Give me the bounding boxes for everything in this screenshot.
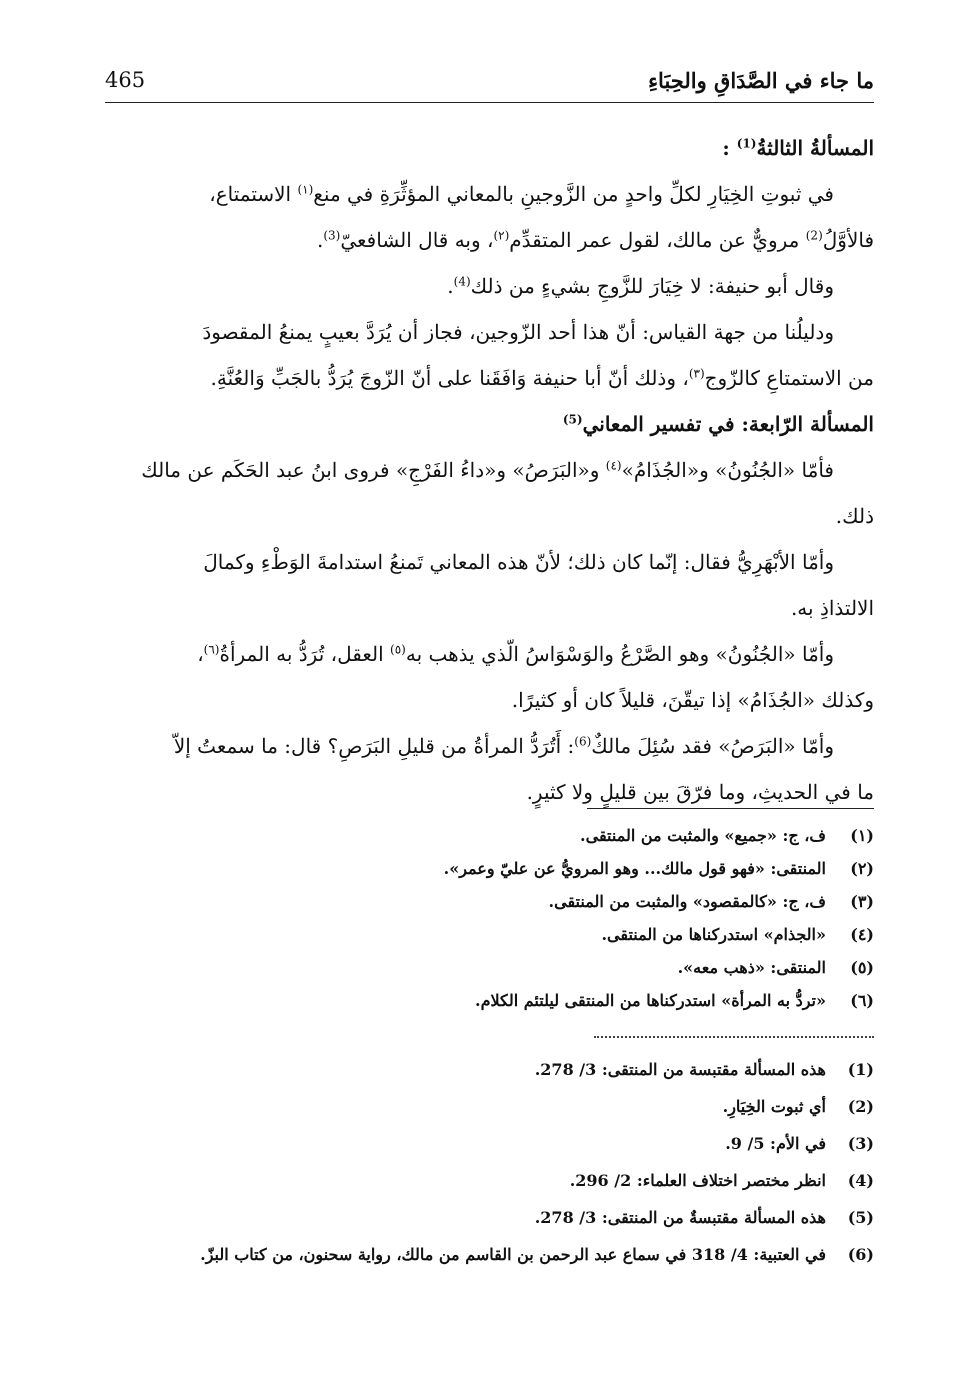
footnote <box>100 1094 874 1131</box>
footnote-number: (٦) <box>850 991 874 1010</box>
footnote <box>300 954 874 987</box>
footnote <box>300 921 874 954</box>
paragraph-line: في ثبوتِ الخِيَارِ لكلِّ واحدٍ من الزَّوجينِ بالمعاني المؤثِّرَةِ في منع$^{(١)}$ الاستمتاع، <box>209 182 834 206</box>
footnote-number: (٥) <box>850 958 874 977</box>
footnote-ref: (6) <box>574 734 592 749</box>
footnote-ref: (١) <box>297 182 314 197</box>
paragraph-line: فالأوَّلُ$^{(2)}$ مرويٌّ عن مالك، لقول عمر المتقدِّم$^{(٢)}$، وبه قال الشافعيّ$^{(3)}$. <box>316 228 874 252</box>
footnote <box>100 1242 874 1279</box>
variant-notes <box>300 822 874 1020</box>
footnote-number: (٣) <box>850 892 874 911</box>
paragraph-line: ما في الحديثِ، وما فرّقَ بين قليلٍ ولا كثيرٍ. <box>526 780 874 804</box>
paragraph-line: وأمّا «البَرَصُ» فقد سُئِلَ مالكٌ$^{(6)}$: أَتُرَدُّ المرأةُ من قليلِ البَرَصِ؟ قال: ما سمعتُ إلاّ <box>173 734 834 758</box>
paragraph-line: من الاستمتاعِ كالزّوج$^{(٣)}$، وذلك أنّ أبا حنيفة وَافَقَنا على أنّ الزّوجَ يُرَدُّ بالجَبِّ وَالعُنَّةِ. <box>210 366 874 390</box>
footnote-text: المنتقى: «فهو قول مالك... وهو المرويُّ عن عليّ وعمر». <box>443 859 826 878</box>
footnote <box>100 1168 874 1205</box>
paragraph-line: ذلك. <box>835 504 874 528</box>
section-heading-third-issue: المسألةُ الثالثةُ$^{(1)}$ : <box>722 136 874 160</box>
paragraph-line: ودليلُنا من جهة القياس: أنّ هذا أحد الزّوجين، فجاز أن يُرَدَّ بعيبٍ يمنعُ المقصودَ <box>202 320 834 344</box>
footnote-text: ف، ج: «كالمقصود» والمثبت من المنتقى. <box>548 892 826 911</box>
paragraph-line: وأمّا «الجُنُونُ» وهو الصَّرْعُ والوَسْوَاسُ الّذي يذهب به$^{(٥)}$ العقل، تُرَدُّ به المرأةُ$^{(٦)}$، <box>197 642 834 666</box>
footnote-number: (١) <box>850 826 874 845</box>
footnote-ref: (4) <box>453 274 471 289</box>
footnote-ref: (1) <box>736 136 757 151</box>
footnote-text: «تردُّ به المرأة» استدركناها من المنتقى ليلتئم الكلام. <box>475 991 826 1010</box>
footnote <box>100 1057 874 1094</box>
footnote-ref: (5) <box>562 412 583 427</box>
footnote-text: «الجذام» استدركناها من المنتقى. <box>601 925 826 944</box>
footnote-text: هذه المسألة مقتبسةٌ من المنتقى: 3/ 278. <box>534 1208 826 1227</box>
footnote-ref: (٤) <box>605 458 622 473</box>
footnote <box>100 1205 874 1242</box>
page-header <box>105 68 874 103</box>
footnote-ref: (2) <box>805 228 823 243</box>
footnote-number: (1) <box>847 1060 874 1079</box>
footnote-number: (2) <box>847 1097 874 1116</box>
footnote-separator <box>587 808 874 809</box>
running-title: ما جاء في الصَّدَاقِ والحِبَاءِ <box>648 68 874 93</box>
editor-notes <box>100 1057 874 1279</box>
paragraph-line: فأمّا «الجُنُونُ» و«الجُذَامُ»$^{(٤)}$ و«البَرَصُ» و«داءُ الفَرْجِ» فروى ابنُ عبد الحَكَم عن مالك <box>141 458 834 482</box>
footnote-text: أي ثبوت الخِيَارِ. <box>722 1097 826 1116</box>
footnote-text: انظر مختصر اختلاف العلماء: 2/ 296. <box>569 1171 826 1190</box>
paragraph-line: الالتذاذِ به. <box>790 596 874 620</box>
section-heading-fourth-issue: المسألة الرّابعة: في تفسير المعاني$^{(5)}$ <box>562 412 874 436</box>
footnote-number: (٢) <box>850 859 874 878</box>
footnote-number: (6) <box>847 1245 874 1264</box>
footnote-ref: (3) <box>323 228 341 243</box>
footnote <box>100 1131 874 1168</box>
footnote <box>300 855 874 888</box>
footnote-ref: (٥) <box>390 642 406 657</box>
footnote-text: ف، ج: «جميع» والمثبت من المنتقى. <box>580 826 826 845</box>
footnote-number: (3) <box>847 1134 874 1153</box>
footnote <box>300 987 874 1020</box>
dotted-separator <box>594 1036 874 1038</box>
paragraph-line: وقال أبو حنيفة: لا خِيَارَ للزَّوجِ بشيءٍ من ذلك$^{(4)}$. <box>447 274 834 298</box>
footnote <box>300 888 874 921</box>
footnote-text: هذه المسألة مقتبسة من المنتقى: 3/ 278. <box>534 1060 826 1079</box>
page-number: 465 <box>105 68 146 92</box>
footnote-number: (4) <box>847 1171 874 1190</box>
footnote-text: في الأم: 5/ 9. <box>725 1134 826 1153</box>
footnote-ref: (٢) <box>493 228 510 243</box>
footnote-number: (٤) <box>850 925 874 944</box>
paragraph-line: وأمّا الأبْهَرِيُّ فقال: إنّما كان ذلك؛ لأنّ هذه المعاني تَمنعُ استدامةَ الوَطْءِ وكمالَ <box>203 550 834 574</box>
main-text <box>105 125 874 815</box>
footnote <box>300 822 874 855</box>
footnote-ref: (٦) <box>203 642 220 657</box>
footnote-number: (5) <box>847 1208 874 1227</box>
footnote-text: في العتبية: 4/ 318 في سماع عبد الرحمن بن القاسم من مالك، رواية سحنون، من كتاب البزّ. <box>200 1245 826 1264</box>
footnote-text: المنتقى: «ذهب معه». <box>677 958 826 977</box>
paragraph-line: وكذلك «الجُذَامُ» إذا تيقّنَ، قليلاً كان أو كثيرًا. <box>511 688 874 712</box>
footnote-ref: (٣) <box>688 366 705 381</box>
